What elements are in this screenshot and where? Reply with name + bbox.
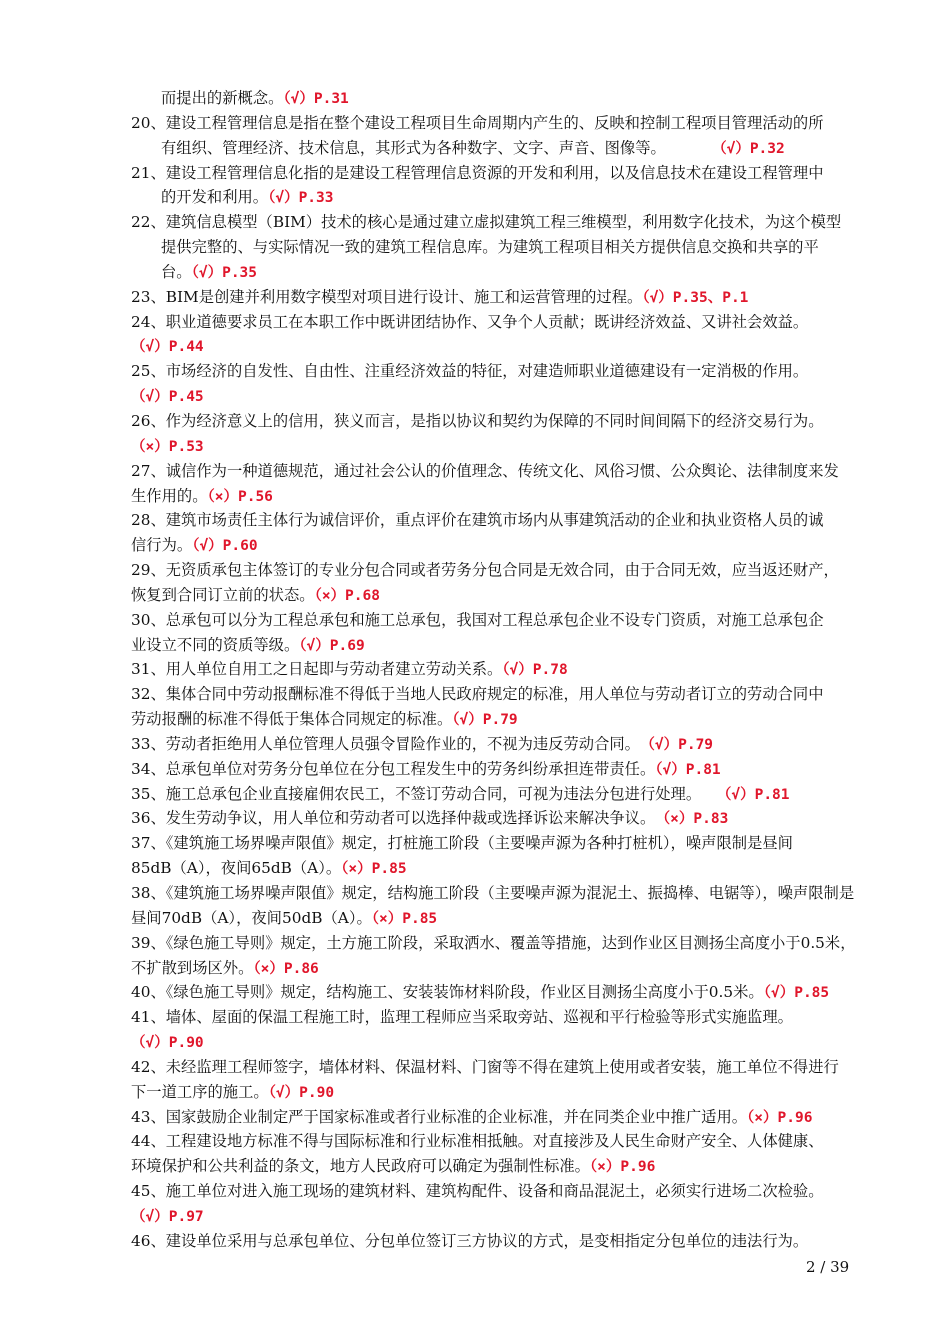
text-line (131, 86, 891, 111)
answer-mark: （√）P.33 (268, 190, 334, 207)
line-text: 不扩散到场区外。 (131, 958, 254, 977)
answer-mark: （√）P.32 (719, 140, 785, 157)
answer-mark: （√）P.35 (191, 264, 258, 281)
line-text: 台。 (161, 262, 192, 281)
line-text: 29、无资质承包主体签订的专业分包合同或者劳务分包合同是无效合同，由于合同无效，应当返还财产， (131, 561, 839, 580)
line-text: 下一道工序的施工。 (131, 1082, 269, 1101)
line-text: 有组织、管理经济、技术信息，其形式为各种数字、文字、声音、图像等。 (161, 138, 720, 157)
text-line (131, 1055, 891, 1080)
text-line (131, 1154, 891, 1179)
text-line (131, 459, 891, 484)
line-text: 而提出的新概念。 (161, 89, 284, 107)
text-line (131, 831, 891, 856)
answer-mark: （√）P.90 (268, 1084, 335, 1101)
text-line (131, 608, 891, 633)
line-text: 85dB（A），夜间65dB（A）。 (131, 859, 342, 878)
answer-mark: （√）P.97 (131, 1208, 204, 1225)
text-line (131, 757, 891, 782)
text-line (131, 558, 891, 583)
line-text: 41、墙体、屋面的保温工程施工时，监理工程师应当采取旁站、巡视和平行检验等形式实施监理。 (131, 1008, 793, 1027)
answer-mark: （√）P.69 (299, 637, 365, 654)
line-text: 39、《绿色施工导则》规定，土方施工阶段，采取洒水、覆盖等措施，达到作业区目测扬尘高度小于0.5米， (131, 933, 856, 952)
answer-mark: （×）P.83 (662, 811, 729, 828)
line-text: 25、市场经济的自发性、自由性、注重经济效益的特征，对建造师职业道德建设有一定消极的作用。 (131, 362, 809, 381)
line-text: 20、建设工程管理信息是指在整个建设工程项目生命周期内产生的、反映和控制工程项目管理活动的所 (131, 113, 824, 132)
text-line (131, 881, 891, 906)
text-line (131, 956, 891, 981)
answer-mark: （√）P.79 (452, 712, 518, 729)
text-line (131, 210, 891, 235)
text-line (131, 782, 891, 807)
text-line (131, 732, 891, 757)
answer-mark: （×）P.68 (314, 587, 380, 604)
line-text: 35、施工总承包企业直接雇佣农民工，不签订劳动合同，可视为违法分包进行处理。 (131, 784, 725, 803)
answer-mark: （√）P.81 (655, 761, 721, 778)
text-line (131, 409, 891, 434)
text-line (131, 633, 891, 658)
text-line (131, 533, 891, 558)
line-text: 43、国家鼓励企业制定严于国家标准或者行业标准的企业标准，并在同类企业中推广适用。 (131, 1107, 748, 1126)
answer-mark: （×）P.96 (747, 1109, 813, 1126)
line-text: 46、建设单位采用与总承包单位、分包单位签订三方协议的方式，是变相指定分包单位的违法行为。 (131, 1231, 809, 1250)
answer-mark: （√）P.85 (763, 985, 830, 1002)
line-text: 生作用的。 (131, 486, 208, 505)
text-line (131, 806, 891, 831)
text-line (131, 285, 891, 310)
text-line (131, 931, 891, 956)
answer-mark: （×）P.96 (589, 1159, 656, 1176)
text-line (131, 260, 891, 285)
line-text: 信行为。 (131, 536, 193, 555)
line-text: 的开发和利用。 (161, 188, 269, 207)
line-text: 37、《建筑施工场界噪声限值》规定，打桩施工阶段（主要噪声源为各种打桩机），噪声限制是昼间 (131, 834, 793, 853)
text-line (131, 1204, 891, 1229)
line-text: 45、施工单位对进入施工现场的建筑材料、建筑构配件、设备和商品混泥土，必须实行进场二次检验。 (131, 1182, 824, 1201)
text-line (131, 359, 891, 384)
line-text: 提供完整的、与实际情况一致的建筑工程信息库。为建筑工程项目相关方提供信息交换和共享的平 (161, 238, 819, 257)
line-text: 42、未经监理工程师签字，墙体材料、保温材料、门窗等不得在建筑上使用或者安装，施工单位不得进行 (131, 1057, 839, 1076)
line-text: 22、建筑信息模型（BIM）技术的核心是通过建立虚拟建筑工程三维模型，利用数字化技术，为这个模型 (131, 213, 842, 232)
answer-mark: （√）P.31 (283, 91, 349, 107)
line-text: 38、《建筑施工场界噪声限值》规定，结构施工阶段（主要噪声源为混泥土、振捣棒、电锯等），噪声限制是 (131, 884, 855, 902)
text-line (131, 384, 891, 409)
answer-mark: （√）P.90 (131, 1035, 204, 1052)
text-line (131, 310, 891, 335)
line-text: 32、集体合同中劳动报酬标准不得低于当地人民政府规定的标准，用人单位与劳动者订立的劳动合同中 (131, 685, 824, 704)
question-list (131, 86, 891, 1254)
text-line (131, 856, 891, 881)
line-text: 26、作为经济意义上的信用，狭义而言，是指以协议和契约为保障的不同时间间隔下的经济交易行为。 (131, 411, 824, 430)
answer-mark: （×）P.56 (207, 488, 273, 505)
text-line (131, 583, 891, 608)
answer-mark: （×）P.85 (371, 910, 438, 927)
answer-mark: （×）P.85 (341, 861, 407, 878)
text-line (131, 906, 891, 931)
text-line (131, 508, 891, 533)
text-line (131, 1129, 891, 1154)
line-text: 业设立不同的资质等级。 (131, 635, 300, 654)
text-line (131, 707, 891, 732)
text-line (131, 235, 891, 260)
line-text: 劳动报酬的标准不得低于集体合同规定的标准。 (131, 710, 453, 729)
answer-mark: （√）P.81 (724, 786, 790, 803)
answer-mark: （×）P.86 (253, 960, 319, 977)
text-line (131, 980, 891, 1005)
line-text: 23、BIM是创建并利用数字模型对项目进行设计、施工和运营管理的过程。 (131, 287, 643, 306)
text-line (131, 434, 891, 459)
text-line (131, 1179, 891, 1204)
line-text: 24、职业道德要求员工在本职工作中既讲团结协作、又争个人贡献；既讲经济效益、又讲社会效益。 (131, 312, 809, 331)
text-line (131, 657, 891, 682)
line-text: 36、发生劳动争议，用人单位和劳动者可以选择仲裁或选择诉讼来解决争议。 (131, 809, 663, 828)
page-number: 2 / 39 (806, 1258, 850, 1276)
text-line (131, 1030, 891, 1055)
line-text: 44、工程建设地方标准不得与国际标准和行业标准相抵触。对直接涉及人民生命财产安全、人体健康、 (131, 1132, 824, 1151)
text-line (131, 185, 891, 210)
line-text: 27、诚信作为一种道德规范，通过社会公认的价值理念、传统文化、风俗习惯、公众舆论、法律制度来发 (131, 461, 839, 480)
text-line (131, 1080, 891, 1105)
text-line (131, 136, 891, 161)
text-line (131, 484, 891, 509)
line-text: 21、建设工程管理信息化指的是建设工程管理信息资源的开发和利用，以及信息技术在建设工程管理中 (131, 163, 824, 182)
text-line (131, 334, 891, 359)
text-line (131, 1005, 891, 1030)
answer-mark: （√）P.44 (131, 339, 204, 356)
line-text: 34、总承包单位对劳务分包单位在分包工程发生中的劳务纠纷承担连带责任。 (131, 759, 656, 778)
answer-mark: （√）P.35、P.1 (642, 289, 749, 306)
line-text: 30、总承包可以分为工程总承包和施工总承包，我国对工程总承包企业不设专门资质，对施工总承包企 (131, 610, 824, 629)
line-text: 昼间70dB（A），夜间50dB（A）。 (131, 908, 372, 927)
line-text: 31、用人单位自用工之日起即与劳动者建立劳动关系。 (131, 660, 503, 679)
text-line (131, 682, 891, 707)
text-line (131, 161, 891, 186)
line-text: 28、建筑市场责任主体行为诚信评价，重点评价在建筑市场内从事建筑活动的企业和执业资格人员的诚 (131, 511, 824, 530)
text-line (131, 111, 891, 136)
answer-mark: （√）P.79 (647, 736, 714, 753)
line-text: 恢复到合同订立前的状态。 (131, 585, 315, 604)
answer-mark: （√）P.45 (131, 389, 204, 406)
text-line (131, 1105, 891, 1130)
answer-mark: （×）P.53 (131, 438, 204, 455)
line-text: 环境保护和公共利益的条文，地方人民政府可以确定为强制性标准。 (131, 1157, 590, 1176)
answer-mark: （√）P.78 (502, 662, 568, 679)
text-line (131, 1229, 891, 1254)
line-text: 40、《绿色施工导则》规定，结构施工、安装装饰材料阶段，作业区目测扬尘高度小于0.5米。 (131, 983, 764, 1002)
line-text: 33、劳动者拒绝用人单位管理人员强令冒险作业的，不视为违反劳动合同。 (131, 734, 648, 753)
answer-mark: （√）P.60 (192, 538, 258, 555)
